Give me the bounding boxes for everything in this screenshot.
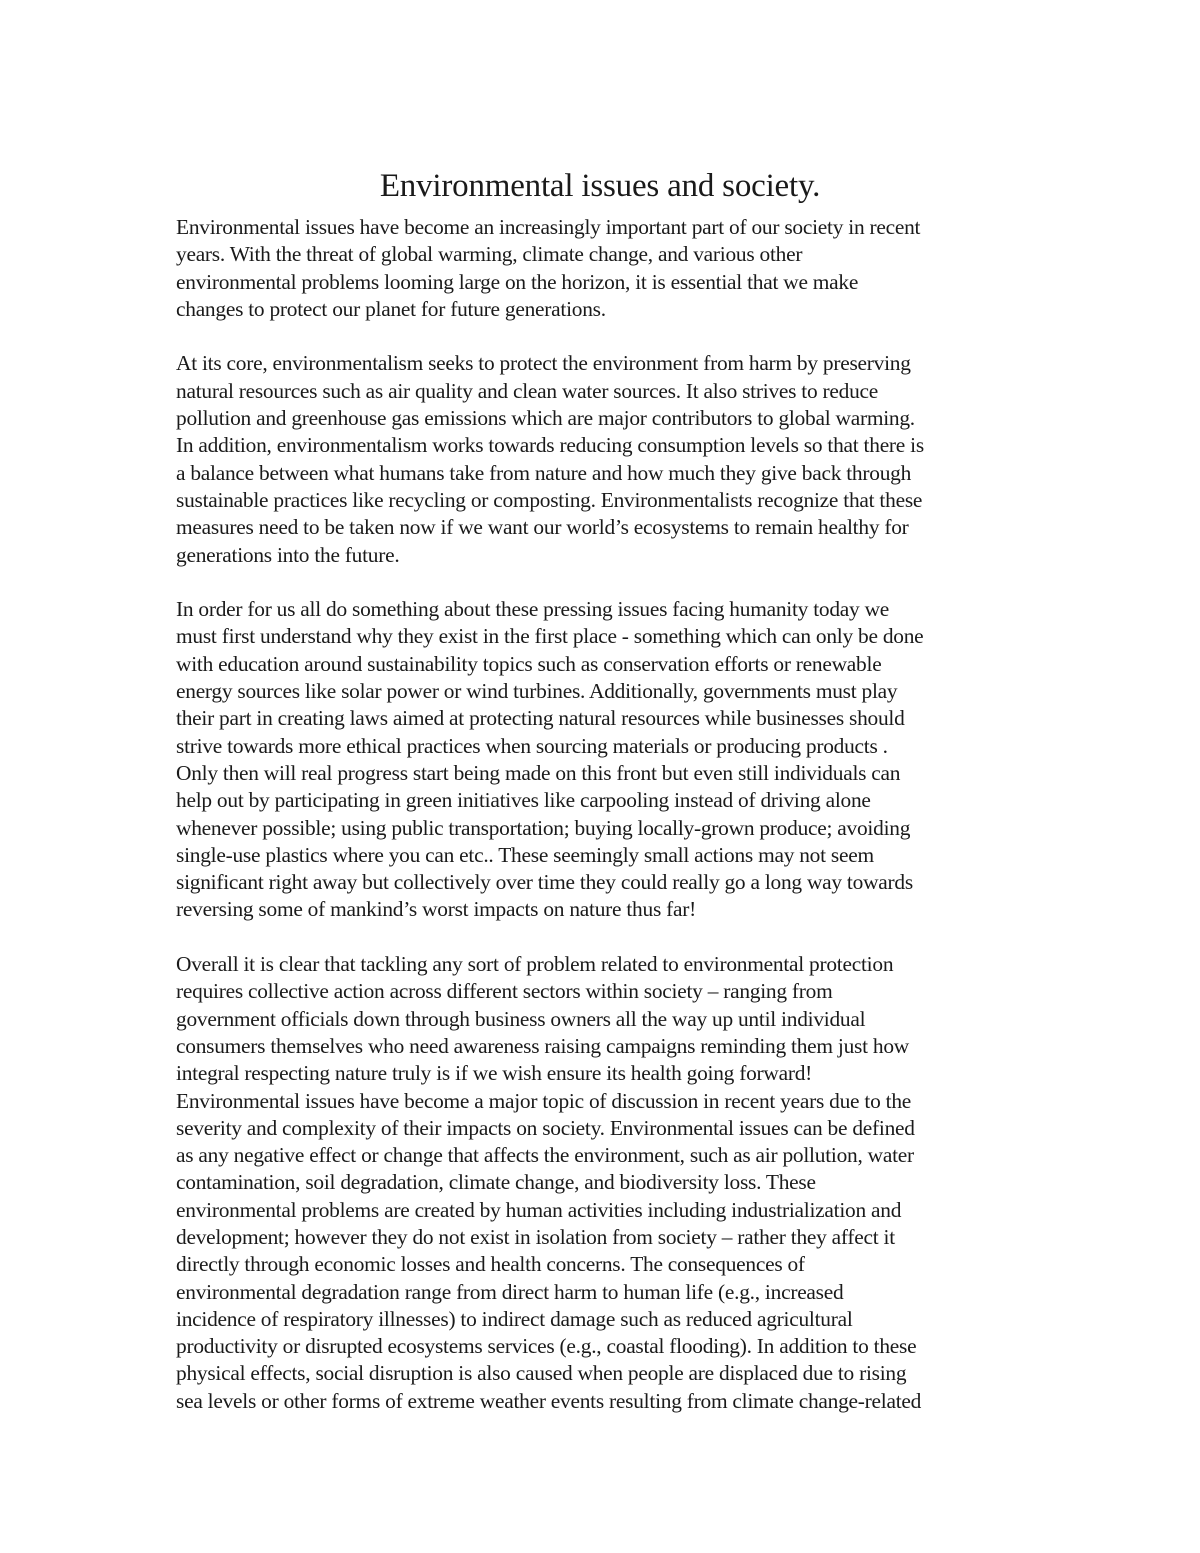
text-line: changes to protect our planet for future generations. [176,296,606,321]
text-line: Environmental issues have become a major topic of discussion in recent years due to the [176,1088,912,1113]
text-line: generations into the future. [176,542,400,567]
paragraph-list [176,214,1024,1415]
text-line: strive towards more ethical practices when sourcing materials or producing products . [176,733,888,758]
text-line: government officials down through business owners all the way up until individual [176,1006,866,1031]
text-line: a balance between what humans take from nature and how much they give back through [176,460,912,485]
text-line: contamination, soil degradation, climate change, and biodiversity loss. These [176,1170,816,1195]
text-line: development; however they do not exist in isolation from society – rather they affect it [176,1224,895,1249]
text-line: their part in creating laws aimed at protecting natural resources while businesses should [176,706,905,731]
text-line: Overall it is clear that tackling any sort of problem related to environmental protection [176,952,894,977]
text-line: measures need to be taken now if we want our world’s ecosystems to remain healthy for [176,515,909,540]
document-body [176,165,1024,1415]
text-line: must first understand why they exist in the first place - something which can only be done [176,624,924,649]
text-line: reversing some of mankind’s worst impacts on nature thus far! [176,897,696,922]
text-line: requires collective action across different sectors within society – ranging from [176,979,833,1004]
text-line: years. With the threat of global warming, climate change, and various other [176,242,803,267]
text-line: sustainable practices like recycling or composting. Environmentalists recognize that these [176,487,923,512]
text-line: environmental degradation range from direct harm to human life (e.g., increased [176,1279,844,1304]
text-line: consumers themselves who need awareness raising campaigns reminding them just how [176,1033,909,1058]
text-line: productivity or disrupted ecosystems services (e.g., coastal flooding). In addition to these [176,1334,917,1359]
text-line: severity and complexity of their impacts on society. Environmental issues can be defined [176,1115,915,1140]
text-line: incidence of respiratory illnesses) to indirect damage such as reduced agricultural [176,1306,853,1331]
text-line: single-use plastics where you can etc.. These seemingly small actions may not seem [176,842,874,867]
document-title: Environmental issues and society. [379,168,821,204]
body-paragraph [176,596,1024,924]
text-line: In addition, environmentalism works towards reducing consumption levels so that there is [176,433,924,458]
text-line: In order for us all do something about these pressing issues facing humanity today we [176,597,890,622]
text-line: help out by participating in green initiatives like carpooling instead of driving alone [176,788,871,813]
text-line: as any negative effect or change that affects the environment, such as air pollution, water [176,1143,914,1168]
text-line: directly through economic losses and health concerns. The consequences of [176,1252,805,1277]
text-line: Environmental issues have become an increasingly important part of our society in recent [176,215,921,239]
body-paragraph [176,350,1024,568]
text-line: sea levels or other forms of extreme weather events resulting from climate change-related [176,1388,922,1413]
text-line: natural resources such as air quality and clean water sources. It also strives to reduce [176,378,879,403]
body-paragraph [176,214,1024,323]
text-line: energy sources like solar power or wind turbines. Additionally, governments must play [176,679,898,704]
text-line: At its core, environmentalism seeks to protect the environment from harm by preserving [176,351,911,376]
text-line: with education around sustainability topics such as conservation efforts or renewable [176,651,882,676]
text-line: environmental problems looming large on the horizon, it is essential that we make [176,269,859,294]
text-line: pollution and greenhouse gas emissions which are major contributors to global warming. [176,406,915,431]
text-line: integral respecting nature truly is if we wish ensure its health going forward! [176,1061,813,1086]
text-line: whenever possible; using public transportation; buying locally-grown produce; avoiding [176,815,911,840]
text-line: physical effects, social disruption is also caused when people are displaced due to rising [176,1361,907,1386]
text-line: Only then will real progress start being made on this front but even still individuals can [176,760,901,785]
body-paragraph [176,951,1024,1415]
text-line: environmental problems are created by human activities including industrialization and [176,1197,902,1222]
text-line: significant right away but collectively over time they could really go a long way towards [176,870,913,895]
